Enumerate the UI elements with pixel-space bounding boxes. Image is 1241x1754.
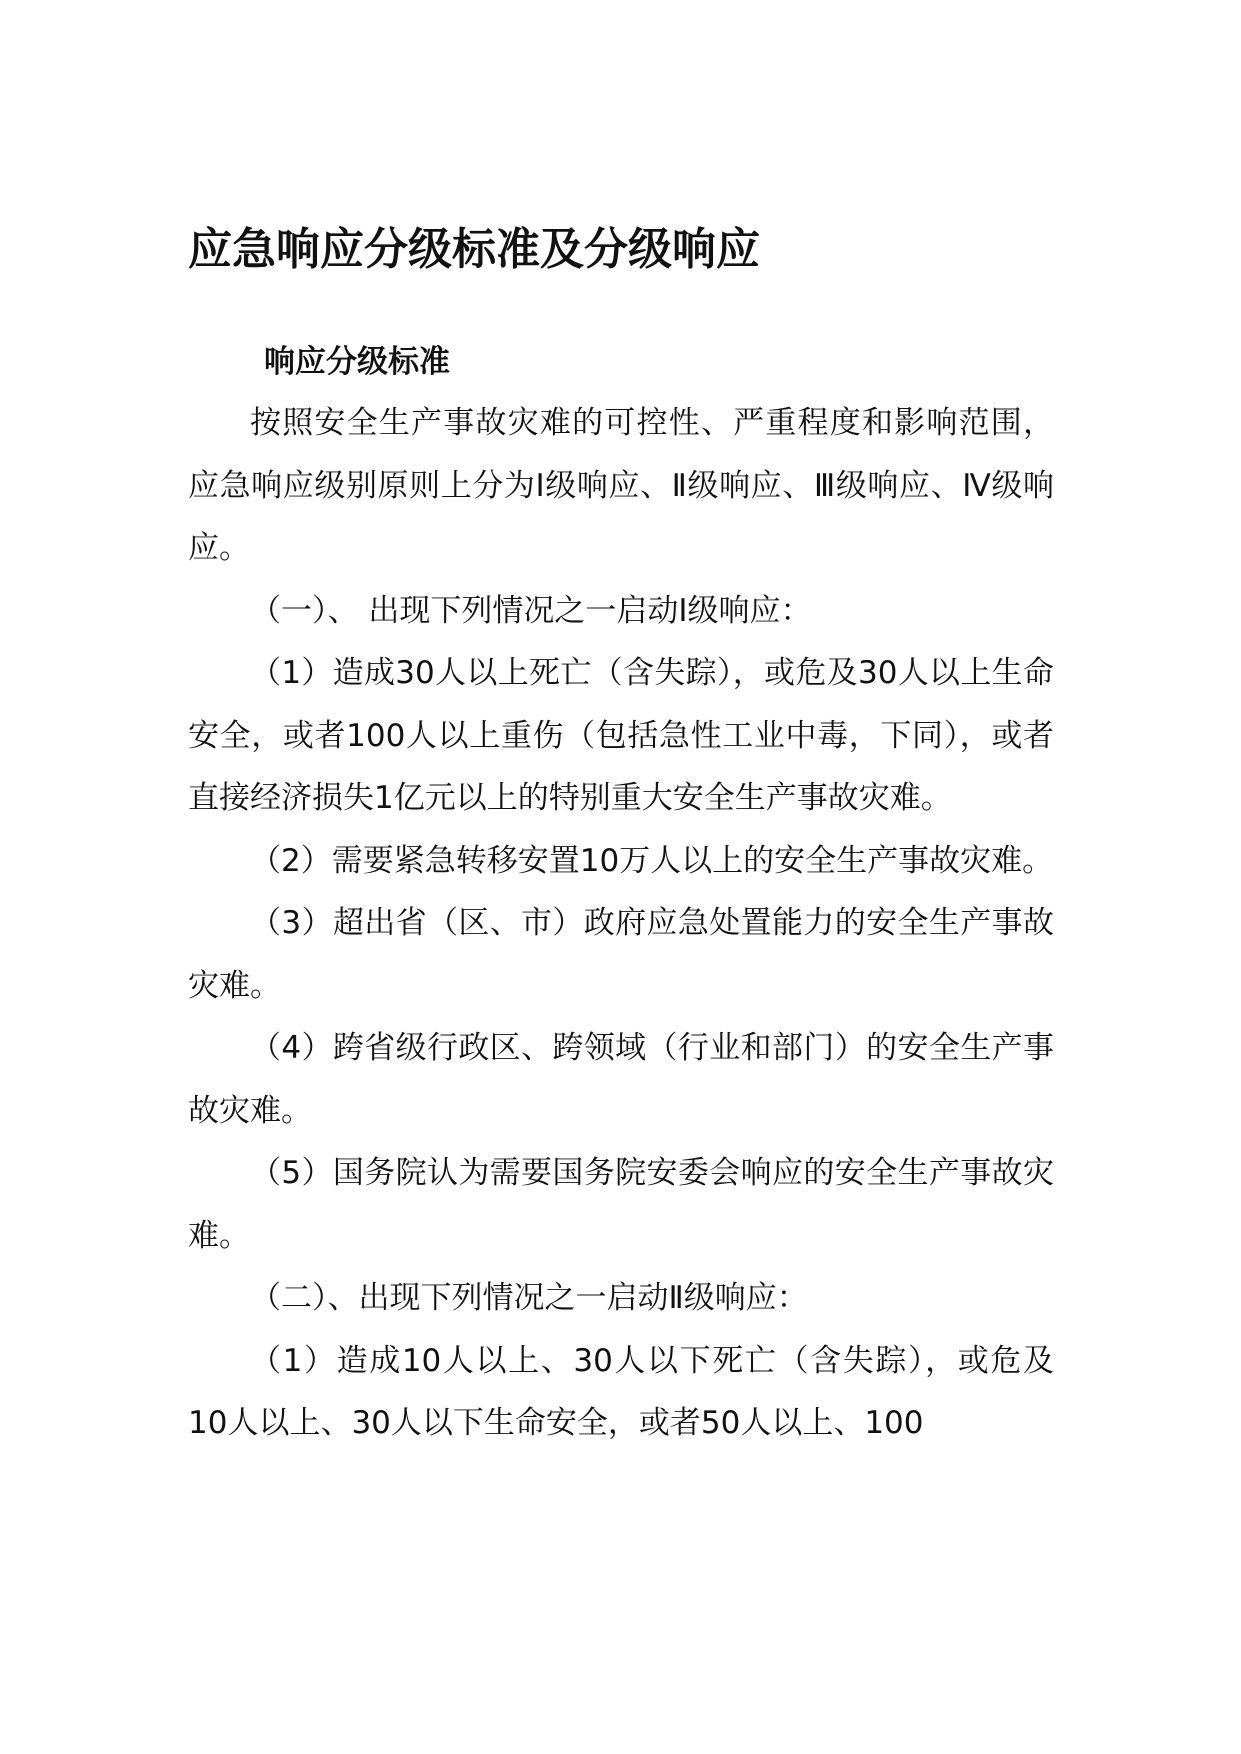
paragraph-level-1-item-4: （4）跨省级行政区、跨领域（行业和部门）的安全生产事故灾难。 xyxy=(188,1030,1054,1129)
document-body xyxy=(188,392,1054,1455)
paragraph-level-1-item-3: （3）超出省（区、市）政府应急处置能力的安全生产事故灾难。 xyxy=(188,905,1054,1004)
document-title: 应急响应分级标准及分级响应 xyxy=(188,224,760,275)
paragraph-level-2-item-1: （1）造成10人以上、30人以下死亡（含失踪），或危及10人以上、30人以下生命安全，或者50人以上、100 xyxy=(188,1342,1054,1441)
paragraph-level-1-item-2: （2）需要紧急转移安置10万人以上的安全生产事故灾难。 xyxy=(250,842,1054,879)
paragraph-level-1-item-5: （5）国务院认为需要国务院安委会响应的安全生产事故灾难。 xyxy=(188,1155,1054,1254)
paragraph-intro: 按照安全生产事故灾难的可控性、严重程度和影响范围，应急响应级别原则上分为Ⅰ级响应、Ⅱ级响应、Ⅲ级响应、Ⅳ级响应。 xyxy=(188,405,1054,566)
section-heading: 响应分级标准 xyxy=(264,344,450,380)
paragraph-level-2-heading: （二）、出现下列情况之一启动Ⅱ级响应： xyxy=(250,1280,808,1316)
paragraph-level-1-item-1: （1）造成30人以上死亡（含失踪），或危及30人以上生命安全，或者100人以上重伤（包括急性工业中毒，下同），或者直接经济损失1亿元以上的特别重大安全生产事故灾难。 xyxy=(188,655,1054,816)
paragraph-level-1-heading: （一）、 出现下列情况之一启动Ⅰ级响应： xyxy=(250,592,812,629)
